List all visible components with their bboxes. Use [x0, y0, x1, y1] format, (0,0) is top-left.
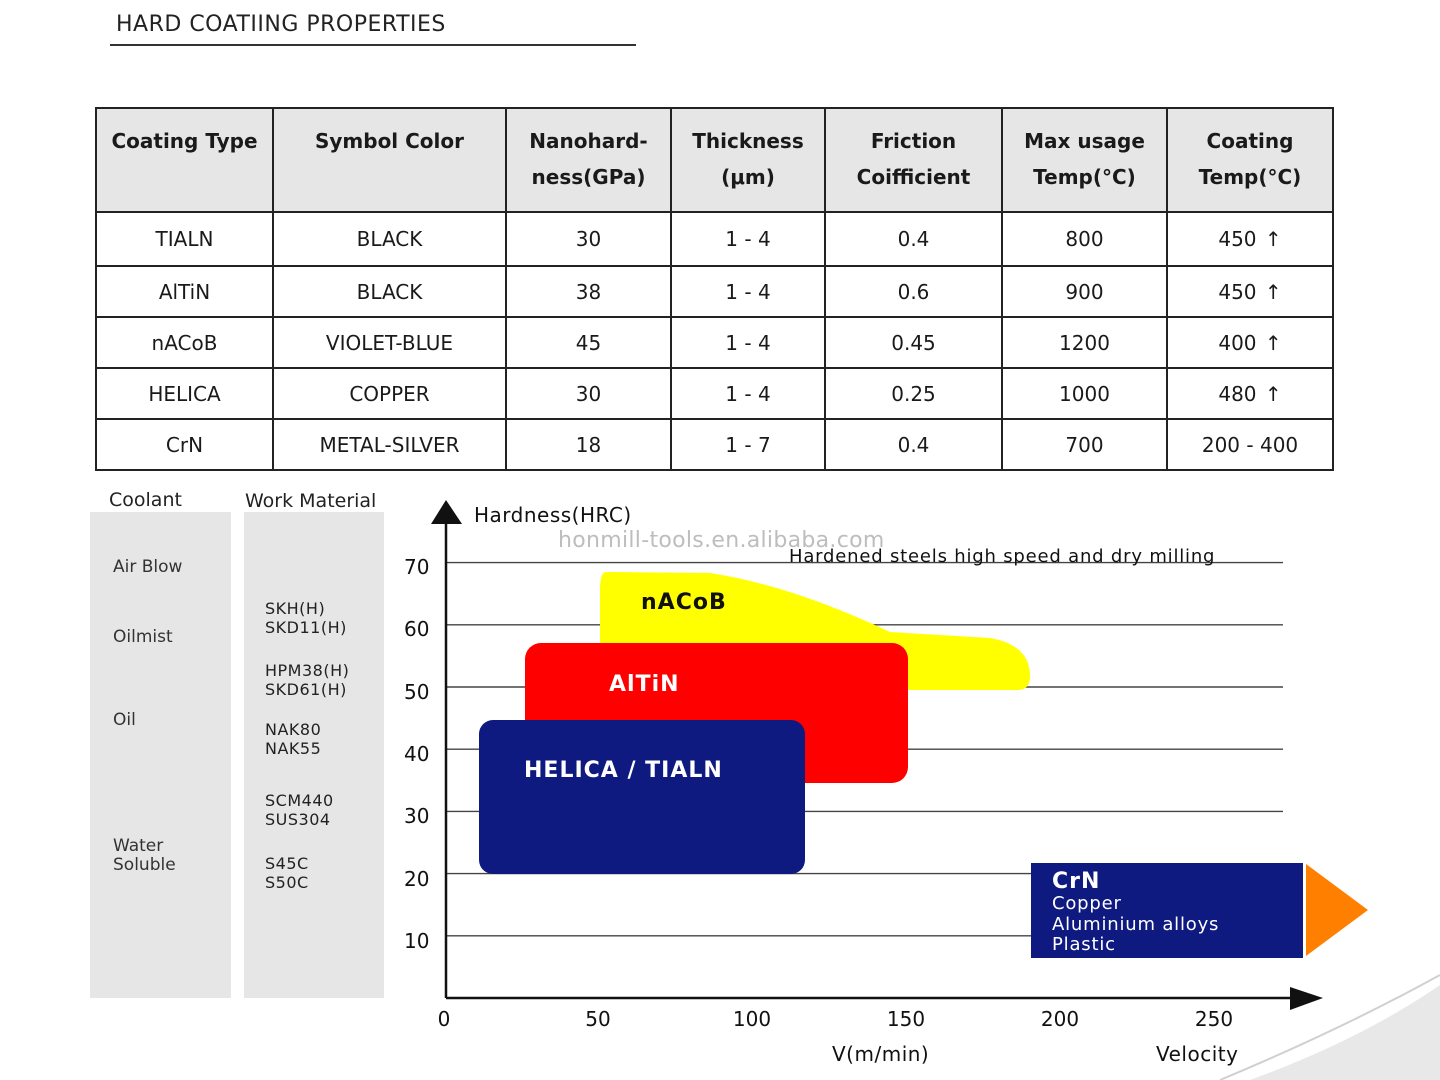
crn-material: Copper	[1052, 893, 1122, 914]
crn-region	[1031, 863, 1303, 958]
cell-coating-temp: 400 ↑	[1167, 317, 1333, 368]
cell-thickness: 1 - 4	[671, 368, 825, 419]
cell-color: BLACK	[273, 212, 506, 266]
cell-coating-temp: 450 ↑	[1167, 212, 1333, 266]
header-nanohardness: Nanohard- ness(GPa)	[506, 108, 671, 212]
helica-tialn-region	[479, 720, 805, 874]
cell-max-temp: 900	[1002, 266, 1167, 317]
x-tick-label: 50	[585, 1007, 611, 1031]
header-coating-type: Coating Type	[96, 108, 273, 212]
y-tick-label: 70	[404, 555, 430, 579]
x-axis-arrow-icon	[1290, 987, 1323, 1010]
y-axis-arrow-icon	[431, 500, 462, 524]
y-tick-label: 10	[404, 929, 430, 953]
up-arrow-icon: ↑	[1264, 330, 1282, 355]
velocity-arrow-icon	[1306, 864, 1368, 956]
y-tick-label: 50	[404, 680, 430, 704]
up-arrow-icon: ↑	[1264, 381, 1282, 406]
material-group: HPM38(H) SKD61(H)	[265, 661, 350, 699]
header-thickness: Thickness (μm)	[671, 108, 825, 212]
header-symbol-color: Symbol Color	[273, 108, 506, 212]
y-axis-title: Hardness(HRC)	[474, 503, 632, 527]
material-group: S45C S50C	[265, 854, 309, 892]
work-material-heading: Work Material	[245, 490, 377, 512]
material-group: NAK80 NAK55	[265, 720, 322, 758]
cell-type: AlTiN	[96, 266, 273, 317]
x-axis-title: V(m/min)	[832, 1042, 930, 1066]
x-tick-label: 200	[1040, 1007, 1080, 1031]
cell-color: BLACK	[273, 266, 506, 317]
cell-max-temp: 800	[1002, 212, 1167, 266]
cell-thickness: 1 - 4	[671, 212, 825, 266]
crn-material: Plastic	[1052, 934, 1116, 955]
watermark: honmill-tools.en.alibaba.com	[558, 528, 885, 553]
cell-max-temp: 1200	[1002, 317, 1167, 368]
x-tick-label: 250	[1194, 1007, 1234, 1031]
cell-friction: 0.6	[825, 266, 1002, 317]
x-tick-label: 150	[886, 1007, 926, 1031]
cell-hardness: 30	[506, 368, 671, 419]
cell-coating-temp: 480 ↑	[1167, 368, 1333, 419]
cell-type: HELICA	[96, 368, 273, 419]
x-tick-label: 100	[732, 1007, 772, 1031]
crn-label: CrN	[1052, 869, 1101, 894]
x-tick-label: 0	[437, 1007, 451, 1031]
cell-max-temp: 700	[1002, 419, 1167, 470]
cell-hardness: 45	[506, 317, 671, 368]
header-max-usage-temp: Max usage Temp(°C)	[1002, 108, 1167, 212]
header-coating-temp: Coating Temp(°C)	[1167, 108, 1333, 212]
coolant-oilmist: Oilmist	[113, 627, 173, 647]
material-group: SCM440 SUS304	[265, 791, 334, 829]
cell-friction: 0.25	[825, 368, 1002, 419]
up-arrow-icon: ↑	[1264, 227, 1282, 251]
up-arrow-icon: ↑	[1264, 279, 1282, 304]
band-note: Hardened steels high speed and dry milling	[789, 546, 1216, 567]
cell-coating-temp: 200 - 400	[1167, 419, 1333, 470]
cell-type: CrN	[96, 419, 273, 470]
cell-coating-temp: 450 ↑	[1167, 266, 1333, 317]
cell-hardness: 18	[506, 419, 671, 470]
cell-color: COPPER	[273, 368, 506, 419]
cell-color: VIOLET-BLUE	[273, 317, 506, 368]
cell-thickness: 1 - 7	[671, 419, 825, 470]
cell-color: METAL-SILVER	[273, 419, 506, 470]
header-friction: Friction Coifficient	[825, 108, 1002, 212]
coolant-heading: Coolant	[109, 489, 182, 511]
y-tick-label: 60	[404, 617, 430, 641]
coolant-water: Water	[113, 836, 164, 856]
x-axis-note: Velocity	[1156, 1042, 1239, 1066]
crn-material: Aluminium alloys	[1052, 914, 1220, 935]
cell-type: TIALN	[96, 212, 273, 266]
y-tick-label: 30	[404, 804, 430, 828]
altin-label: AlTiN	[609, 672, 680, 697]
material-group: SKH(H) SKD11(H)	[265, 599, 347, 637]
coolant-air-blow: Air Blow	[113, 557, 183, 577]
nacob-label: nACoB	[641, 590, 727, 615]
coolant-oil: Oil	[113, 710, 136, 730]
cell-friction: 0.4	[825, 419, 1002, 470]
cell-max-temp: 1000	[1002, 368, 1167, 419]
cell-hardness: 30	[506, 212, 671, 266]
cell-type: nACoB	[96, 317, 273, 368]
y-tick-label: 40	[404, 742, 430, 766]
cell-hardness: 38	[506, 266, 671, 317]
cell-thickness: 1 - 4	[671, 266, 825, 317]
page-title: HARD COATIING PROPERTIES	[116, 12, 446, 37]
cell-friction: 0.4	[825, 212, 1002, 266]
cell-friction: 0.45	[825, 317, 1002, 368]
helica-tialn-label: HELICA / TIALN	[524, 758, 723, 783]
cell-thickness: 1 - 4	[671, 317, 825, 368]
y-tick-label: 20	[404, 867, 430, 891]
coolant-soluble: Soluble	[113, 855, 176, 875]
